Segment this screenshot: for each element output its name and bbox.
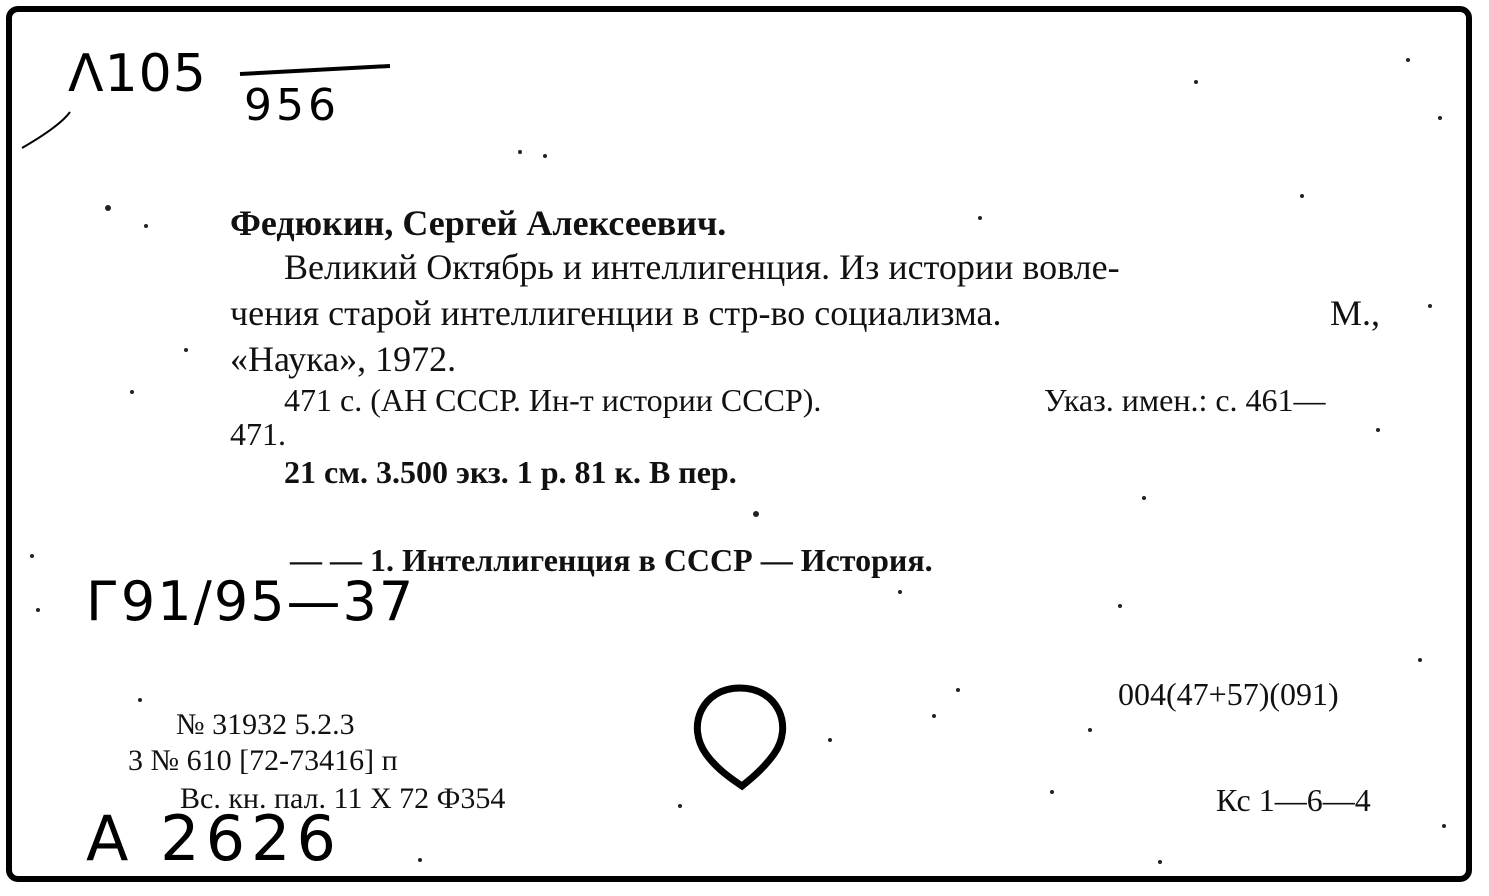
udc-classification: 004(47+57)(091) (1118, 676, 1339, 712)
title-line-1: Великий Октябрь и интеллигенция. Из истории вовле- (284, 247, 1120, 287)
handwritten-shelfmark-denominator: 956 (244, 80, 340, 131)
publisher-year: «Наука», 1972. (230, 339, 457, 379)
imprint-line-3: Вс. кн. пал. 11 Х 72 Ф354 (180, 782, 506, 815)
subject-heading: — — 1. Интеллигенция в СССР — История. (290, 542, 933, 578)
imprint-line-2: 3 № 610 [72-73416] п (128, 744, 398, 777)
publication-place: М., (1330, 293, 1381, 333)
handwritten-inventory-mark: Г91/95—37 (86, 570, 416, 633)
title-line-2: чения старой интеллигенции в стр-во социализма. (230, 293, 1002, 333)
kc-code: Кс 1—6—4 (1216, 782, 1371, 818)
handwritten-acquisition-mark: А 2626 (86, 802, 342, 875)
collation-line-1: 471 с. (АН СССР. Ин-т истории СССР). (284, 382, 822, 418)
name-index-note: Указ. имен.: с. 461— (1044, 382, 1326, 418)
handwritten-shelfmark-numerator: Λ105 (68, 44, 207, 104)
author-heading: Федюкин, Сергей Алексеевич. (230, 203, 727, 243)
collation-line-2: 471. (230, 416, 286, 452)
price-line: 21 см. 3.500 экз. 1 р. 81 к. В пер. (284, 454, 737, 490)
imprint-line-1: № 31932 5.2.3 (176, 708, 355, 741)
